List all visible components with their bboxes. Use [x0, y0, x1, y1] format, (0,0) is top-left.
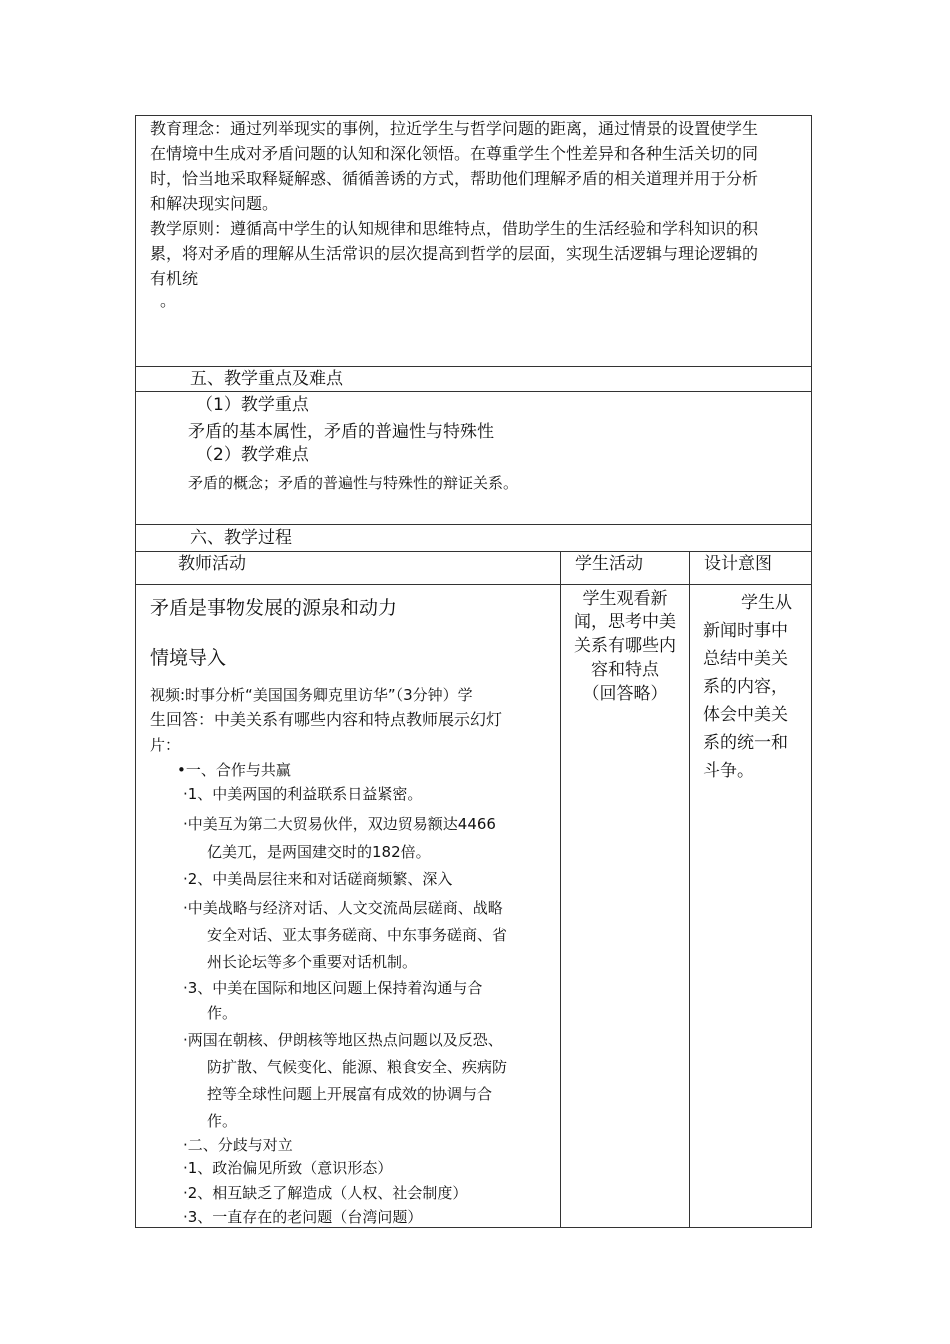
table-border-left: [135, 115, 136, 1228]
list-item: 防扩散、气候变化、能源、粮食安全、疾病防: [207, 1058, 508, 1076]
list-item: ·两国在朝核、伊朗核等地区热点问题以及反恐、: [183, 1031, 503, 1049]
column-divider: [689, 551, 690, 1228]
principle-line: 累，将对矛盾的理解从生活常识的层次提高到哲学的层面，实现生活逻辑与理论逻辑的: [150, 244, 759, 263]
list-item: ·3、一直存在的老问题（台湾问题）: [183, 1208, 423, 1226]
philosophy-line: 时，恰当地采取释疑解惑、循循善诱的方式，帮助他们理解矛盾的相关道理并用于分析: [150, 169, 759, 188]
list-item: ·3、中美在国际和地区问题上保持着沟通与合: [183, 979, 483, 997]
intro-text: 片：: [150, 736, 181, 754]
student-activity-line: （回答略）: [582, 684, 668, 704]
student-activity-line: 闻，思考中美: [574, 612, 676, 632]
row-divider: [135, 524, 812, 525]
lesson-subtitle: 情境导入: [150, 647, 227, 669]
key-points-text: 矛盾的基本属性，矛盾的普遍性与特殊性: [188, 422, 494, 442]
philosophy-line: 在情境中生成对矛盾问题的认知和深化领悟。在尊重学生个性差异和各种生活关切的同: [150, 144, 759, 163]
column-header-intent: 设计意图: [704, 554, 772, 574]
difficult-points-label: （2）教学难点: [196, 445, 309, 465]
philosophy-line: 和解决现实问题。: [150, 194, 279, 213]
row-divider: [135, 366, 812, 367]
table-border-top: [135, 115, 812, 116]
key-points-label: （1）教学重点: [196, 395, 309, 415]
list-item: ·2、中美咼层往来和对话磋商频繁、深入: [183, 870, 453, 888]
list-item: ·1、政治偏见所致（意识形态）: [183, 1159, 393, 1177]
intro-text: 视频:时事分析“美国国务卿克里访华”（3分钟）学: [150, 686, 473, 704]
list-item: 州长论坛等多个重要对话机制。: [207, 953, 418, 971]
design-intent-line: 学生从: [741, 593, 792, 613]
list-item: ·2、相互缺乏了解造成（人权、社会制度）: [183, 1184, 468, 1202]
column-header-teacher: 教师活动: [178, 554, 246, 574]
section6-heading: 六、教学过程: [190, 528, 292, 548]
design-intent-line: 体会中美关: [703, 705, 788, 725]
row-divider: [135, 391, 812, 392]
list-item: 控等全球性问题上开展富有成效的协调与合: [207, 1085, 493, 1103]
principle-line: 教学原则：遵循高中学生的认知规律和思维特点，借助学生的生活经验和学科知识的积: [150, 219, 759, 238]
table-border-right: [811, 115, 812, 1228]
section5-heading: 五、教学重点及难点: [190, 369, 343, 389]
list-item: 作。: [207, 1112, 238, 1130]
design-intent-line: 系的内容，: [703, 677, 788, 697]
column-header-student: 学生活动: [575, 554, 643, 574]
list-item: 安全对话、亚太事务磋商、中东事务磋商、省: [207, 926, 508, 944]
list-item: 作。: [207, 1004, 238, 1022]
design-intent-line: 总结中美关: [703, 649, 788, 669]
list-item: ·二、分歧与对立: [183, 1136, 293, 1154]
design-intent-line: 新闻时事中: [703, 621, 788, 641]
intro-text: 生回答：中美关系有哪些内容和特点教师展示幻灯: [150, 710, 503, 729]
list-item: •一、合作与共赢: [177, 761, 291, 779]
principle-line: 有机统: [150, 269, 199, 288]
row-divider: [135, 551, 812, 552]
list-item: ·中美互为第二大贸易伙伴，双边贸易额达4466: [183, 815, 496, 833]
student-activity-line: 学生观看新: [582, 589, 668, 609]
design-intent-line: 斗争。: [703, 761, 754, 781]
lesson-title: 矛盾是事物发展的源泉和动力: [150, 597, 398, 619]
design-intent-line: 系的统一和: [703, 733, 788, 753]
row-divider: [135, 584, 812, 585]
principle-line: 。: [160, 291, 177, 310]
table-border-bottom: [135, 1227, 812, 1228]
list-item: 亿美兀，是两国建交时的182倍。: [207, 843, 431, 861]
philosophy-line: 教育理念：通过列举现实的事例，拉近学生与哲学问题的距离，通过情景的设置使学生: [150, 119, 759, 138]
student-activity-line: 容和特点: [591, 660, 659, 680]
student-activity-line: 关系有哪些内: [574, 636, 676, 656]
difficult-points-text: 矛盾的概念；矛盾的普遍性与特殊性的辩证关系。: [188, 474, 519, 492]
list-item: ·中美战略与经济对话、人文交流咼层磋商、战略: [183, 899, 503, 917]
list-item: ·1、中美两国的利益联系日益紧密。: [183, 785, 423, 803]
